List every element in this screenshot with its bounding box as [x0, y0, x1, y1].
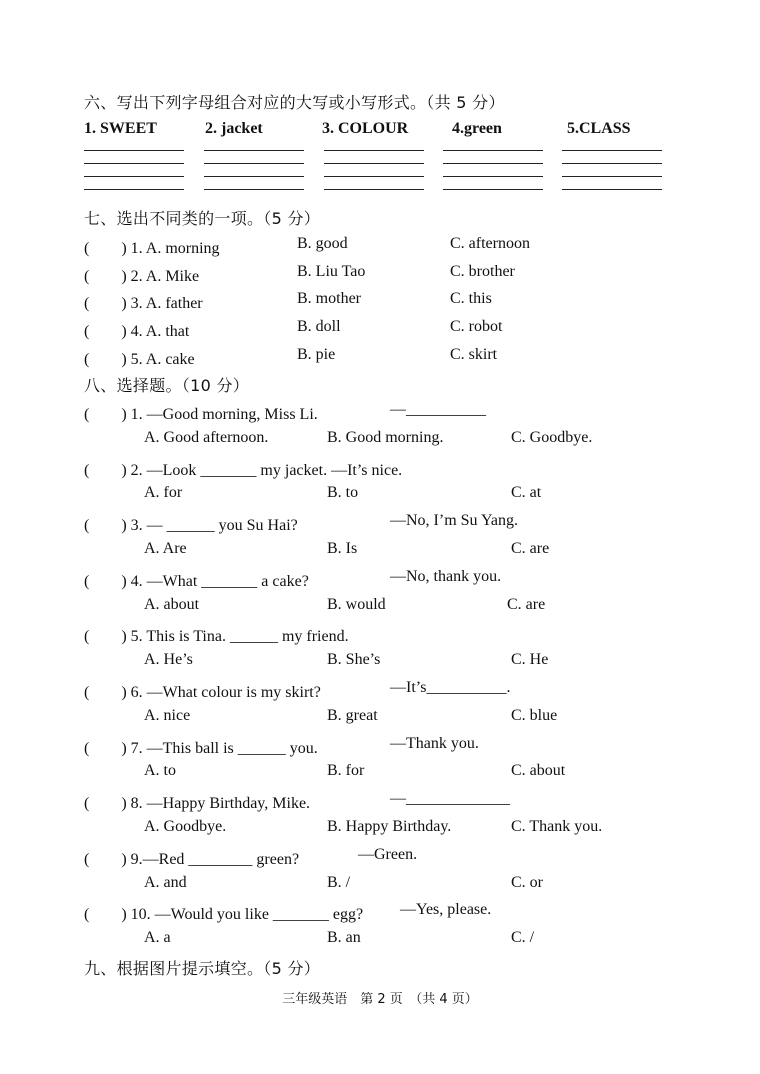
writing-line[interactable]: [562, 176, 662, 177]
word-5: 5.CLASS: [567, 120, 631, 137]
section8-option-a: A. a: [144, 929, 171, 947]
section8-prompt: ( ) 10. —Would you like _______ egg?: [84, 906, 364, 924]
section8-prompt: ( ) 8. —Happy Birthday, Mike.: [84, 795, 311, 813]
section8-response: —Thank you.: [390, 734, 479, 752]
section8-option-b: B. for: [327, 762, 365, 780]
section8-prompt: ( ) 6. —What colour is my skirt?: [84, 684, 321, 701]
word-1: 1. SWEET: [84, 120, 157, 137]
section8-option-c: C. He: [511, 651, 549, 669]
section8-option-a: A. for: [144, 484, 183, 502]
section8-prompt: ( ) 7. —This ball is ______ you.: [84, 739, 318, 757]
section8-response: —_____________: [390, 790, 510, 808]
section8-option-c: C. Thank you.: [511, 818, 603, 835]
writing-line[interactable]: [443, 150, 543, 151]
writing-line[interactable]: [443, 189, 543, 190]
section6-heading: 六、写出下列字母组合对应的大写或小写形式。（共 5 分）: [84, 93, 505, 112]
section8-option-b: B. an: [327, 929, 361, 947]
section8-option-b: B. would: [327, 595, 386, 613]
section8-option-b: B. Good morning.: [327, 428, 444, 446]
section7-heading: 七、选出不同类的一项。（5 分）: [84, 209, 321, 228]
page-footer: 三年级英语 第 2 页 （共 4 页）: [282, 992, 478, 1007]
section8-option-c: C. or: [511, 873, 543, 891]
section7-c: C. afternoon: [450, 235, 530, 252]
section8-response: —__________: [390, 401, 486, 418]
section7-c: C. robot: [450, 318, 503, 336]
section7-num: ( ) 4. A. that: [84, 323, 190, 341]
section7-b: B. good: [297, 235, 348, 252]
section8-option-c: C. are: [507, 595, 546, 613]
section8-option-c: C. blue: [511, 706, 558, 724]
section8-prompt: ( ) 5. This is Tina. ______ my friend.: [84, 628, 349, 646]
section7-c: C. this: [450, 290, 492, 308]
writing-line[interactable]: [443, 163, 543, 164]
writing-line[interactable]: [324, 163, 424, 164]
section7-c: C. brother: [450, 262, 515, 280]
section8-option-c: C. /: [511, 929, 535, 947]
section7-num: ( ) 1. A. morning: [84, 240, 220, 257]
section7-num: ( ) 3. A. father: [84, 295, 203, 313]
section8-option-a: A. Good afternoon.: [144, 428, 269, 446]
section8-option-a: A. about: [144, 595, 200, 613]
section7-num: ( ) 5. A. cake: [84, 350, 195, 368]
section8-response: —It’s__________.: [390, 679, 511, 696]
writing-line[interactable]: [204, 150, 304, 151]
section8-option-a: A. to: [144, 762, 176, 780]
writing-line[interactable]: [562, 150, 662, 151]
section8-option-b: B. to: [327, 484, 359, 502]
section8-option-a: A. Are: [144, 540, 187, 557]
section7-c: C. skirt: [450, 345, 498, 363]
section8-option-a: A. He’s: [144, 651, 193, 669]
section8-response: —No, I’m Su Yang.: [390, 512, 519, 530]
section7-b: B. doll: [297, 318, 341, 336]
section8-option-a: A. and: [144, 873, 187, 891]
section8-response: —No, thank you.: [390, 567, 502, 585]
word-3: 3. COLOUR: [322, 120, 409, 137]
writing-line[interactable]: [324, 189, 424, 190]
section8-option-c: C. about: [511, 762, 566, 780]
writing-line[interactable]: [324, 176, 424, 177]
section7-b: B. Liu Tao: [297, 262, 366, 280]
section8-response: —Green.: [358, 845, 418, 863]
writing-line[interactable]: [84, 176, 184, 177]
writing-line[interactable]: [562, 189, 662, 190]
section8-option-b: B. /: [327, 873, 351, 891]
section8-prompt: ( ) 2. —Look _______ my jacket. —It’s nice.: [84, 461, 403, 479]
section7-num: ( ) 2. A. Mike: [84, 267, 200, 285]
section9-heading: 九、根据图片提示填空。（5 分）: [84, 959, 321, 978]
section8-option-b: B. great: [327, 706, 378, 724]
section8-option-c: C. Goodbye.: [511, 428, 593, 446]
section8-option-b: B. She’s: [327, 651, 381, 669]
writing-line[interactable]: [204, 189, 304, 190]
word-2: 2. jacket: [205, 120, 263, 137]
writing-line[interactable]: [84, 150, 184, 151]
writing-line[interactable]: [204, 176, 304, 177]
writing-line[interactable]: [204, 163, 304, 164]
section8-option-c: C. are: [511, 540, 550, 557]
writing-line[interactable]: [443, 176, 543, 177]
writing-line[interactable]: [562, 163, 662, 164]
writing-line[interactable]: [84, 163, 184, 164]
section8-option-a: A. nice: [144, 706, 191, 724]
section8-prompt: ( ) 1. —Good morning, Miss Li.: [84, 406, 318, 423]
section8-option-b: B. Happy Birthday.: [327, 818, 452, 835]
section8-option-c: C. at: [511, 484, 542, 502]
word-4: 4.green: [452, 120, 502, 137]
section8-prompt: ( ) 4. —What _______ a cake?: [84, 572, 309, 590]
section8-option-b: B. Is: [327, 540, 358, 557]
section7-b: B. pie: [297, 345, 336, 363]
section8-response: —Yes, please.: [400, 901, 492, 919]
section8-heading: 八、选择题。（10 分）: [84, 376, 250, 395]
section8-option-a: A. Goodbye.: [144, 818, 227, 835]
writing-line[interactable]: [324, 150, 424, 151]
section7-b: B. mother: [297, 290, 361, 308]
section8-prompt: ( ) 9.—Red ________ green?: [84, 850, 300, 868]
writing-line[interactable]: [84, 189, 184, 190]
section8-prompt: ( ) 3. — ______ you Su Hai?: [84, 517, 298, 535]
